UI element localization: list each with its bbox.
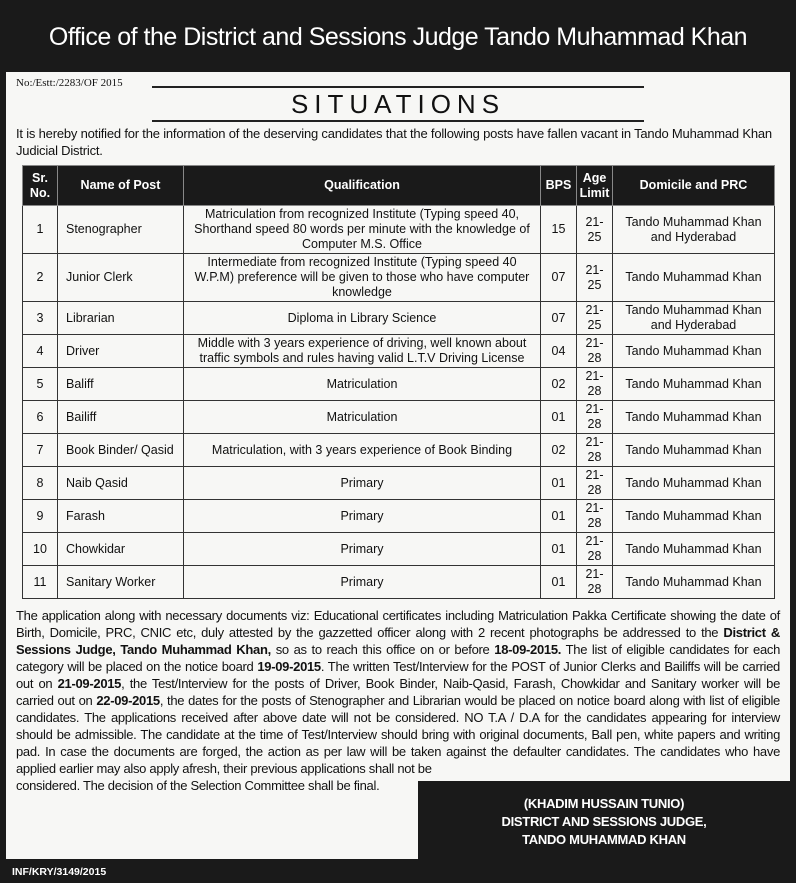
- domicile-cell: Tando Muhammad Khan and Hyderabad: [613, 206, 775, 254]
- post-name-cell: Stenographer: [58, 206, 184, 254]
- heading: SITUATIONS: [152, 86, 644, 122]
- signatory-designation: DISTRICT AND SESSIONS JUDGE,: [501, 814, 707, 829]
- post-name-cell: Librarian: [58, 302, 184, 335]
- table-row: [23, 467, 775, 500]
- vacancies-table: [22, 165, 775, 599]
- instructions-text: [16, 607, 780, 853]
- qualification-cell: Diploma in Library Science: [184, 302, 541, 335]
- sr-cell: 10: [23, 533, 58, 566]
- qualification-cell: Matriculation: [184, 368, 541, 401]
- col-qualification: Qualification: [184, 166, 541, 206]
- post-name-cell: Bailiff: [58, 401, 184, 434]
- office-title: Office of the District and Sessions Judge Tando Muhammad Khan: [48, 23, 748, 51]
- sr-cell: 4: [23, 335, 58, 368]
- qualification-cell: Primary: [184, 500, 541, 533]
- table-row: [23, 566, 775, 599]
- domicile-cell: Tando Muhammad Khan: [613, 434, 775, 467]
- text: considered. The decision of the Selection Committee shall be final.: [16, 778, 380, 793]
- age-limit-cell: 21-28: [577, 566, 613, 599]
- age-limit-cell: 21-25: [577, 206, 613, 254]
- domicile-cell: Tando Muhammad Khan: [613, 500, 775, 533]
- bps-cell: 01: [541, 467, 577, 500]
- table-row: [23, 335, 775, 368]
- domicile-cell: Tando Muhammad Khan: [613, 368, 775, 401]
- intro-text: It is hereby notified for the information of the deserving candidates that the following posts have fallen vacant in Tando Muhammad Khan Judicial District.: [16, 126, 772, 158]
- age-limit-cell: 21-28: [577, 368, 613, 401]
- col-age: Age Limit: [577, 166, 613, 206]
- signatory-name: (KHADIM HUSSAIN TUNIO): [523, 796, 685, 811]
- qualification-cell: Matriculation, with 3 years experience of Book Binding: [184, 434, 541, 467]
- sr-cell: 3: [23, 302, 58, 335]
- sr-cell: 9: [23, 500, 58, 533]
- text: . The written Test/Interview for the POST of Junior Clerks and Bailiffs will be carried out on: [16, 659, 780, 691]
- ad-body: [6, 72, 790, 859]
- test-date-2: 22-09-2015: [96, 693, 160, 708]
- table-row: [23, 401, 775, 434]
- bps-cell: 02: [541, 368, 577, 401]
- sr-cell: 7: [23, 434, 58, 467]
- last-date: 18-09-2015.: [494, 642, 562, 657]
- addressee: District & Sessions Judge, Tando Muhammad Khan,: [16, 625, 780, 657]
- table-row: [23, 368, 775, 401]
- post-name-cell: Chowkidar: [58, 533, 184, 566]
- bps-cell: 01: [541, 533, 577, 566]
- table-row: [23, 500, 775, 533]
- age-limit-cell: 21-25: [577, 254, 613, 302]
- bps-cell: 02: [541, 434, 577, 467]
- post-name-cell: Junior Clerk: [58, 254, 184, 302]
- col-sr: Sr. No.: [23, 166, 58, 206]
- qualification-cell: Matriculation from recognized Institute (Typing speed 40, Shorthand speed 80 words per minute with the knowledge of Computer M.S. Office: [184, 206, 541, 254]
- text: , the Test/Interview for the posts of Driver, Book Binder, Naib-Qasid, Farash, Chowkidar and Sanitary worker will be carried out on: [16, 676, 780, 708]
- qualification-cell: Intermediate from recognized Institute (Typing speed 40 W.P.M) preference will be given to those who have computer knowledge: [184, 254, 541, 302]
- domicile-cell: Tando Muhammad Khan: [613, 335, 775, 368]
- post-name-cell: Driver: [58, 335, 184, 368]
- domicile-cell: Tando Muhammad Khan: [613, 401, 775, 434]
- post-name-cell: Book Binder/ Qasid: [58, 434, 184, 467]
- col-bps: BPS: [541, 166, 577, 206]
- text: so as to reach this office on or before: [270, 642, 495, 657]
- text: The application along with necessary documents viz: Educational certificates including Matriculation Pakka Certificate showing the date of Birth, Domicile, PRC, CNIC etc, duly attested by the gazzetted officer along with 2 recent photographs be addressed to the: [16, 608, 780, 640]
- sr-cell: 2: [23, 254, 58, 302]
- bps-cell: 01: [541, 500, 577, 533]
- table-row: [23, 254, 775, 302]
- bps-cell: 15: [541, 206, 577, 254]
- qualification-cell: Primary: [184, 566, 541, 599]
- sr-cell: 6: [23, 401, 58, 434]
- domicile-cell: Tando Muhammad Khan and Hyderabad: [613, 302, 775, 335]
- qualification-cell: Primary: [184, 467, 541, 500]
- sr-cell: 8: [23, 467, 58, 500]
- post-name-cell: Baliff: [58, 368, 184, 401]
- table-row: [23, 302, 775, 335]
- age-limit-cell: 21-28: [577, 401, 613, 434]
- domicile-cell: Tando Muhammad Khan: [613, 533, 775, 566]
- post-name-cell: Sanitary Worker: [58, 566, 184, 599]
- qualification-cell: Primary: [184, 533, 541, 566]
- table-row: [23, 533, 775, 566]
- domicile-cell: Tando Muhammad Khan: [613, 467, 775, 500]
- age-limit-cell: 21-28: [577, 533, 613, 566]
- table-row: [23, 206, 775, 254]
- age-limit-cell: 21-28: [577, 500, 613, 533]
- age-limit-cell: 21-25: [577, 302, 613, 335]
- qualification-cell: Middle with 3 years experience of driving, well known about traffic symbols and rules having valid L.T.V Driving License: [184, 335, 541, 368]
- post-name-cell: Naib Qasid: [58, 467, 184, 500]
- signatory-place: TANDO MUHAMMAD KHAN: [522, 832, 686, 847]
- inf-number: INF/KRY/3149/2015: [12, 866, 107, 878]
- sr-cell: 5: [23, 368, 58, 401]
- domicile-cell: Tando Muhammad Khan: [613, 254, 775, 302]
- text: The list of eligible candidates for each category will be placed on the notice board: [16, 642, 781, 674]
- signature: [418, 781, 790, 859]
- test-date-1: 21-09-2015: [57, 676, 122, 691]
- domicile-cell: Tando Muhammad Khan: [613, 566, 775, 599]
- bps-cell: 01: [541, 401, 577, 434]
- sr-cell: 1: [23, 206, 58, 254]
- qualification-cell: Matriculation: [184, 401, 541, 434]
- reference-number: No:/Estt:/2283/OF 2015: [16, 77, 123, 89]
- age-limit-cell: 21-28: [577, 335, 613, 368]
- bps-cell: 04: [541, 335, 577, 368]
- col-name: Name of Post: [58, 166, 184, 206]
- sr-cell: 11: [23, 566, 58, 599]
- age-limit-cell: 21-28: [577, 434, 613, 467]
- table-row: [23, 434, 775, 467]
- age-limit-cell: 21-28: [577, 467, 613, 500]
- col-domicile: Domicile and PRC: [613, 166, 775, 206]
- post-name-cell: Farash: [58, 500, 184, 533]
- bps-cell: 07: [541, 302, 577, 335]
- bps-cell: 07: [541, 254, 577, 302]
- heading-wrap: [16, 86, 780, 122]
- list-date: 19-09-2015: [257, 659, 321, 674]
- text: , the dates for the posts of Stenographer and Librarian would be placed on notice board along with list of eligible candidates. The applications received after above date will not be considered. NO T.A / D.A for the candidates appearing for interview should be admissible. The candidate at the time of Test/Interview should bring with original documents, Ball pen, white papers and writing pad. In case the documents are forged, the action as per law will be taken against the defaulter candidates. The candidates who have applied earlier may also apply afresh, their previous applications shall not be: [16, 693, 780, 776]
- bps-cell: 01: [541, 566, 577, 599]
